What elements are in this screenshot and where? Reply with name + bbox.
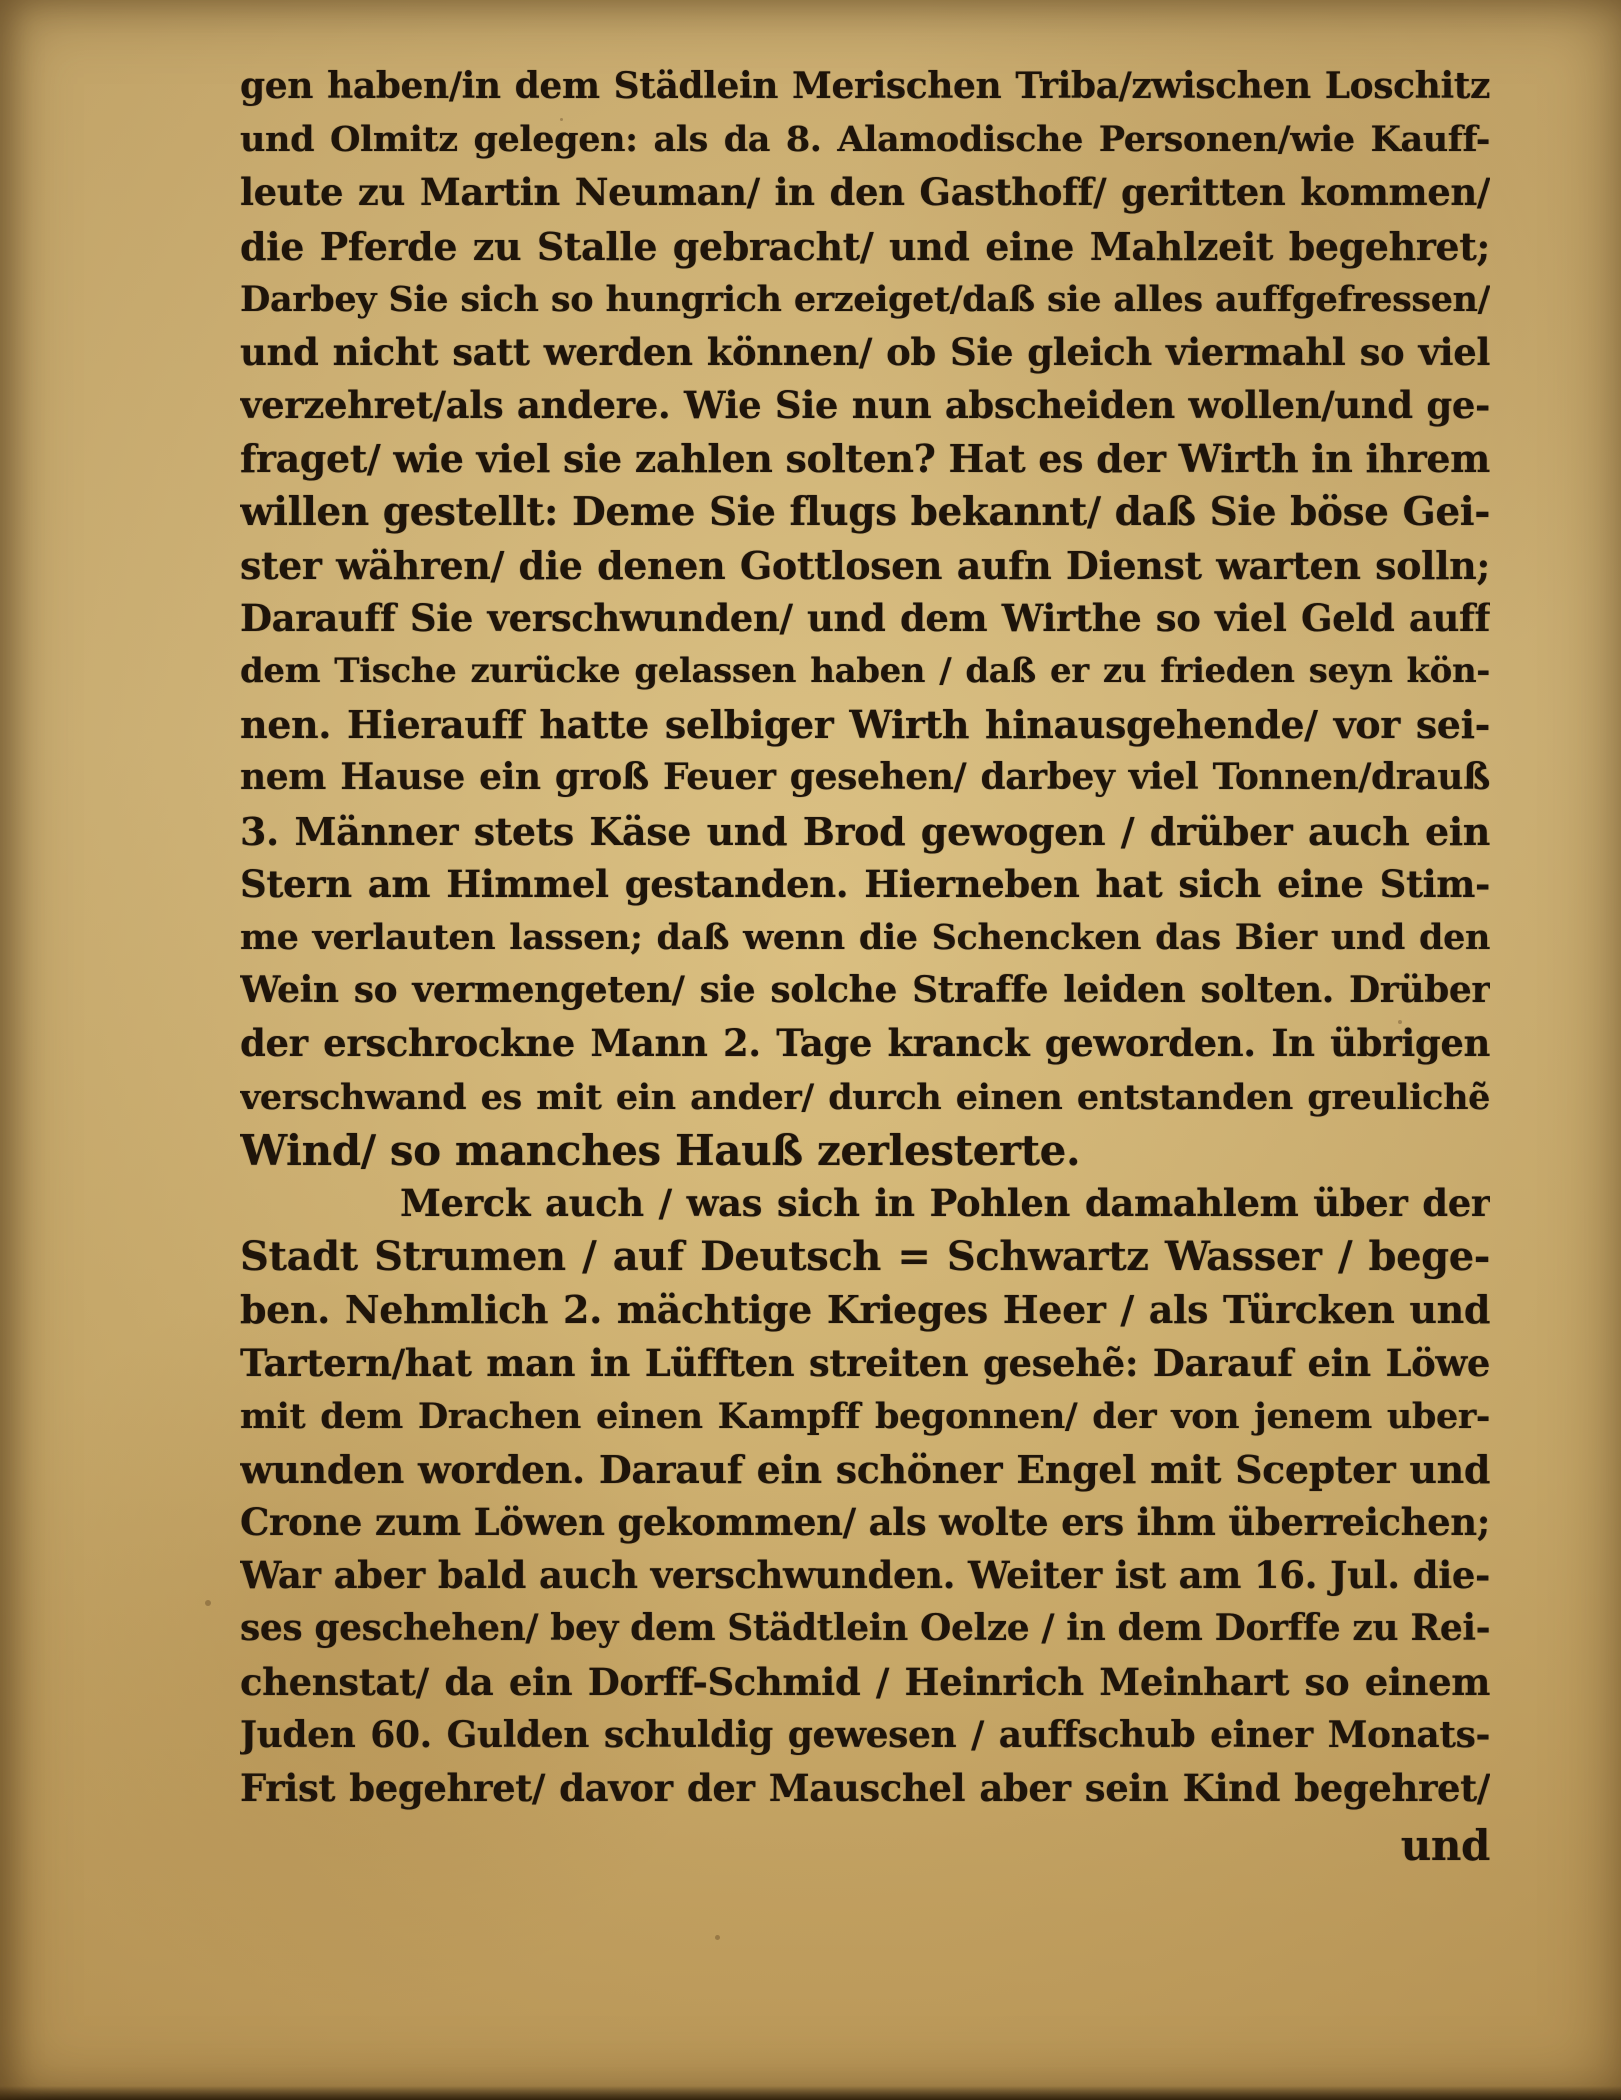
text-line: nen. Hierauff hatte selbiger Wirth hinausgehende/ vor sei- bbox=[240, 702, 1490, 748]
paper-speck bbox=[715, 1935, 720, 1940]
catchword: und bbox=[1400, 1821, 1490, 1871]
text-line: verzehret/als andere. Wie Sie nun abscheiden wollen/und ge- bbox=[240, 383, 1490, 428]
text-line: die Pferde zu Stalle gebracht/ und eine Mahlzeit begehret; bbox=[240, 223, 1490, 269]
text-line: der erschrockne Mann 2. Tage kranck geworden. In übrigen bbox=[240, 1021, 1490, 1066]
text-line: Tartern/hat man in Lüfften streiten gesehẽ: Darauf ein Löwe bbox=[240, 1340, 1490, 1385]
text-line: und nicht satt werden können/ ob Sie gleich viermahl so viel bbox=[240, 329, 1490, 374]
text-line: mit dem Drachen einen Kampff begonnen/ der von jenem uber- bbox=[240, 1395, 1490, 1437]
text-line: und Olmitz gelegen: als da 8. Alamodische Personen/wie Kauff- bbox=[240, 119, 1490, 161]
text-line: me verlauten lassen; daß wenn die Schencken das Bier und den bbox=[240, 917, 1490, 958]
text-line: ses geschehen/ bey dem Städtlein Oelze / in dem Dorffe zu Rei- bbox=[240, 1607, 1490, 1650]
text-line: nem Hause ein groß Feuer gesehen/ darbey viel Tonnen/drauß bbox=[240, 756, 1490, 799]
paragraph-end-line: Wind/ so manches Hauß zerlesterte. bbox=[240, 1125, 1081, 1175]
body-text bbox=[240, 60, 1490, 1872]
page-edge-shadow bbox=[0, 2086, 1621, 2100]
text-line: Stadt Strumen / auf Deutsch = Schwartz Wasser / bege- bbox=[240, 1233, 1490, 1281]
text-line: Stern am Himmel gestanden. Hierneben hat sich eine Stim- bbox=[240, 861, 1490, 906]
text-line: Juden 60. Gulden schuldig gewesen / auffschub einer Monats- bbox=[240, 1713, 1490, 1756]
text-line: ster währen/ die denen Gottlosen aufn Dienst warten solln; bbox=[240, 542, 1490, 588]
text-line: 3. Männer stets Käse und Brod gewogen / drüber auch ein bbox=[240, 808, 1490, 854]
text-line: chenstat/ da ein Dorff-Schmid / Heinrich Meinhart so einem bbox=[240, 1659, 1490, 1704]
paper-speck bbox=[1398, 1020, 1402, 1024]
text-line: wunden worden. Darauf ein schöner Engel mit Scepter und bbox=[240, 1446, 1490, 1492]
text-line: dem Tische zurücke gelassen haben / daß er zu frieden seyn kön- bbox=[240, 651, 1490, 692]
text-line: Frist begehret/ davor der Mauschel aber sein Kind begehret/ bbox=[240, 1766, 1490, 1810]
paragraph-start-line: Merck auch / was sich in Pohlen damahlem über der bbox=[400, 1180, 1490, 1225]
text-line: willen gestellt: Deme Sie flugs bekannt/ daß Sie böse Gei- bbox=[240, 488, 1490, 535]
text-line: ben. Nehmlich 2. mächtige Krieges Heer / als Türcken und bbox=[240, 1287, 1490, 1333]
text-line: gen haben/in dem Städlein Merischen Triba/zwischen Loschitz bbox=[240, 65, 1490, 107]
text-line: verschwand es mit ein ander/ durch einen entstanden greulichẽ bbox=[240, 1076, 1490, 1118]
text-line: Darbey Sie sich so hungrich erzeiget/daß sie alles auffgefressen/ bbox=[240, 278, 1490, 320]
text-line: Wein so vermengeten/ sie solche Straffe leiden solten. Drüber bbox=[240, 969, 1490, 1012]
paper-speck bbox=[560, 118, 563, 121]
text-line: Crone zum Löwen gekommen/ als wolte ers ihm überreichen; bbox=[240, 1500, 1490, 1545]
text-line: War aber bald auch verschwunden. Weiter ist am 16. Jul. die- bbox=[240, 1553, 1490, 1598]
text-line: Darauff Sie verschwunden/ und dem Wirthe so viel Geld auff bbox=[240, 595, 1490, 640]
text-line: leute zu Martin Neuman/ in den Gasthoff/ geritten kommen/ bbox=[240, 170, 1490, 215]
paper-speck bbox=[205, 1600, 211, 1606]
text-line: fraget/ wie viel sie zahlen solten? Hat es der Wirth in ihrem bbox=[240, 436, 1490, 482]
